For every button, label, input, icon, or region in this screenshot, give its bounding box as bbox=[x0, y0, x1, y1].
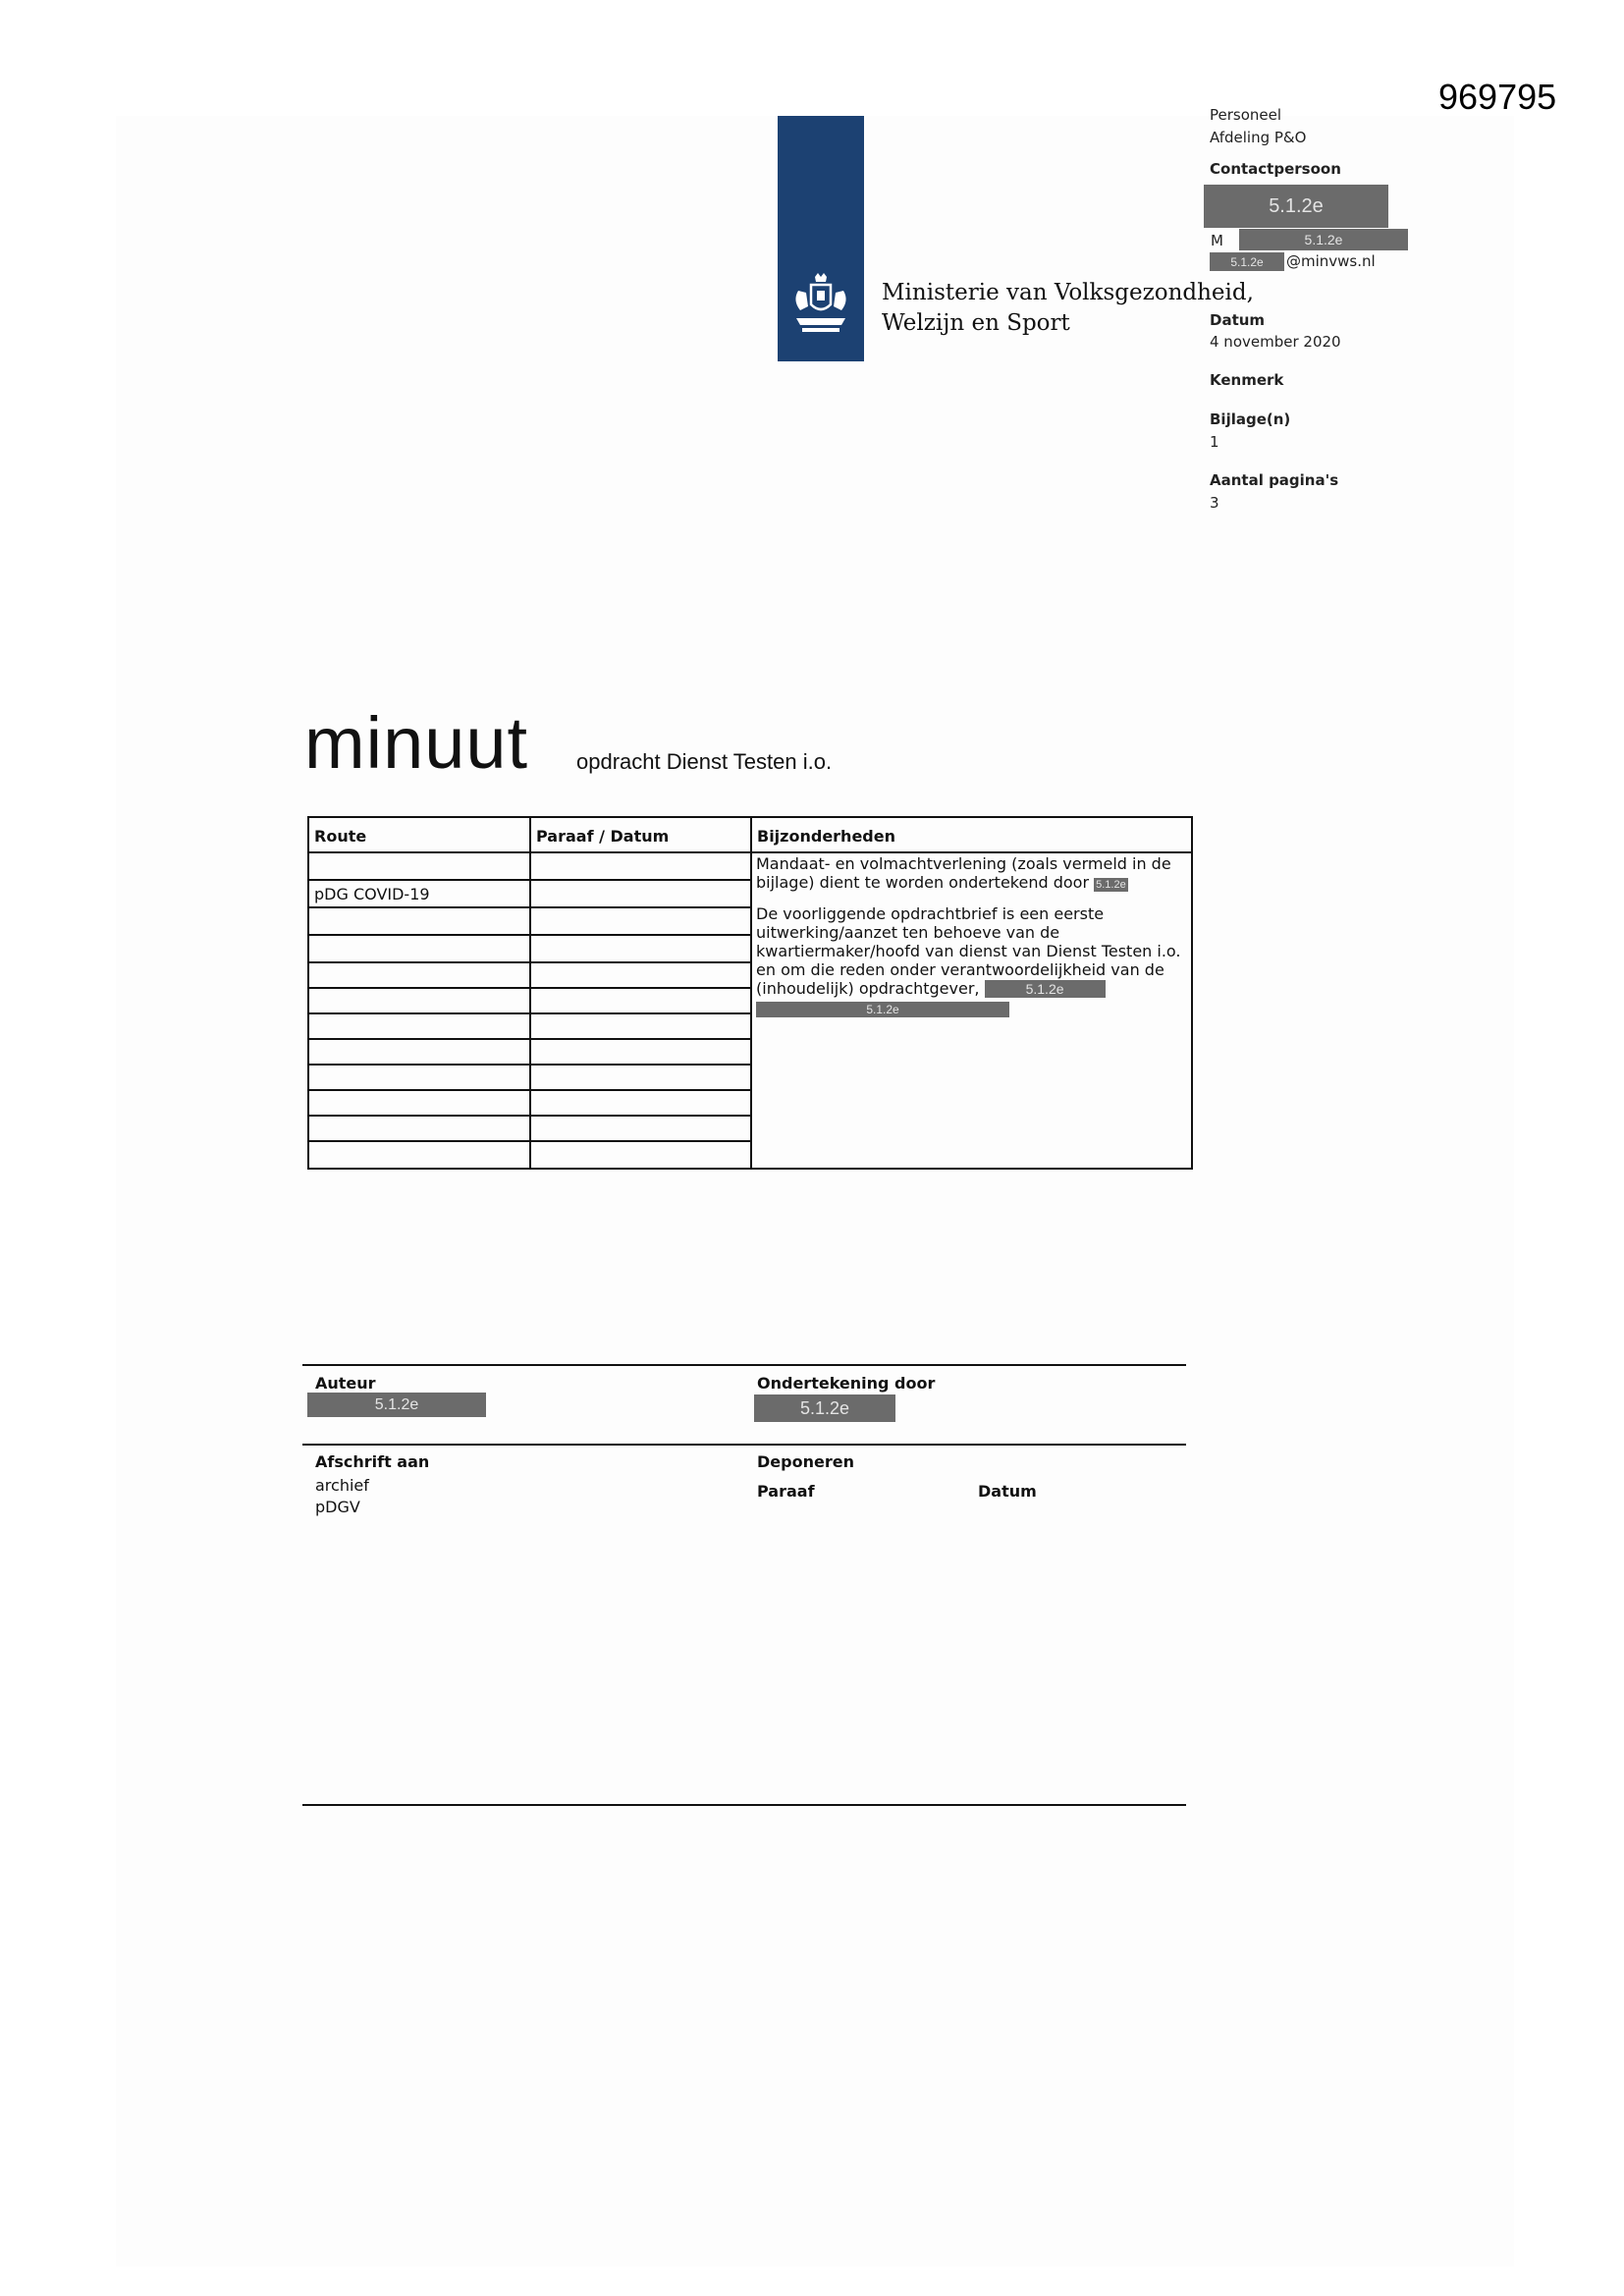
row-divider bbox=[309, 1089, 752, 1091]
redacted-signer: 5.1.2e bbox=[754, 1394, 895, 1422]
coat-of-arms-icon bbox=[785, 271, 857, 344]
redacted-client-continued: 5.1.2e bbox=[756, 1002, 1009, 1017]
row-divider bbox=[309, 906, 752, 908]
afschrift-label: Afschrift aan bbox=[315, 1452, 430, 1471]
deponeren-datum-label: Datum bbox=[978, 1482, 1037, 1501]
row-divider bbox=[309, 961, 752, 963]
header-paraaf-datum: Paraaf / Datum bbox=[536, 827, 670, 846]
document-title: minuut bbox=[304, 702, 529, 784]
redacted-email-user: 5.1.2e bbox=[1210, 252, 1284, 271]
auteur-label: Auteur bbox=[315, 1374, 376, 1393]
email-domain: @minvws.nl bbox=[1286, 252, 1376, 270]
redacted-author: 5.1.2e bbox=[307, 1393, 486, 1417]
afschrift-item: pDGV bbox=[315, 1498, 360, 1516]
bijlagen-value: 1 bbox=[1210, 433, 1219, 451]
document-subtitle: opdracht Dienst Testen i.o. bbox=[576, 749, 833, 774]
contact-label: Contactpersoon bbox=[1210, 160, 1341, 178]
footer-rule-bottom bbox=[302, 1804, 1186, 1806]
bijlagen-label: Bijlage(n) bbox=[1210, 410, 1291, 428]
datum-value: 4 november 2020 bbox=[1210, 333, 1341, 351]
datum-label: Datum bbox=[1210, 311, 1266, 329]
redacted-mobile: 5.1.2e bbox=[1239, 229, 1408, 250]
redacted-contact-name: 5.1.2e bbox=[1204, 185, 1388, 228]
mobile-prefix: M bbox=[1211, 232, 1223, 249]
row-divider bbox=[309, 1115, 752, 1117]
row-divider bbox=[309, 1140, 752, 1142]
kenmerk-label: Kenmerk bbox=[1210, 371, 1284, 389]
footer-rule-middle bbox=[302, 1444, 1186, 1446]
row-divider bbox=[309, 1064, 752, 1066]
paginas-value: 3 bbox=[1210, 494, 1219, 512]
afschrift-item: archief bbox=[315, 1476, 369, 1495]
ministry-name bbox=[882, 278, 1254, 339]
bijzonderheden-para1: Mandaat- en volmachtverlening (zoals vermeld in de bijlage) dient te worden ondertekend door 5.1.2e bbox=[756, 854, 1171, 892]
ondertekening-label: Ondertekening door bbox=[757, 1374, 936, 1393]
route-table bbox=[307, 816, 1193, 1170]
redacted-signatory: 5.1.2e bbox=[1096, 879, 1126, 891]
bijzonderheden-text bbox=[756, 854, 1188, 1027]
header-bijzonderheden: Bijzonderheden bbox=[757, 827, 895, 846]
sender-department: Personeel bbox=[1210, 106, 1282, 124]
row-divider bbox=[309, 987, 752, 989]
sender-division: Afdeling P&O bbox=[1210, 129, 1307, 146]
deponeren-label: Deponeren bbox=[757, 1452, 854, 1471]
document-number: 969795 bbox=[1438, 77, 1557, 117]
paraaf-label: Paraaf bbox=[757, 1482, 815, 1501]
row-divider bbox=[309, 879, 752, 881]
rijksoverheid-logo bbox=[778, 116, 864, 361]
row-divider bbox=[309, 1012, 752, 1014]
footer-rule-top bbox=[302, 1364, 1186, 1366]
redacted-client: 5.1.2e bbox=[985, 980, 1106, 998]
header-route: Route bbox=[314, 827, 367, 846]
document-page bbox=[116, 116, 1514, 2267]
ministry-name-line1: Ministerie van Volksgezondheid, bbox=[882, 280, 1254, 305]
row-divider bbox=[309, 1038, 752, 1040]
paginas-label: Aantal pagina's bbox=[1210, 471, 1339, 489]
row-divider bbox=[309, 934, 752, 936]
ministry-name-line2: Welzijn en Sport bbox=[882, 310, 1070, 336]
bijzonderheden-para2: De voorliggende opdrachtbrief is een eerste uitwerking/aanzet ten behoeve van de kwartiermaker/hoofd van dienst van Dienst Testen i.o. en om die reden onder verantwoordelijkheid van de (inhoudelijk) opdrachtgever, 5.1.2e 5.1.2e bbox=[756, 904, 1181, 1016]
route-cell: pDG COVID-19 bbox=[314, 885, 430, 903]
